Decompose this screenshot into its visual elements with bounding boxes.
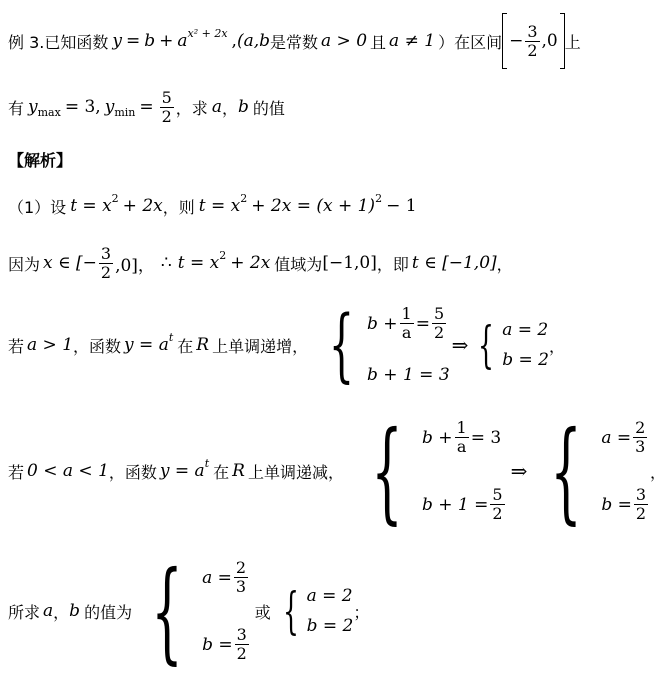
answer-end: ； <box>353 602 370 622</box>
section-title: 【解析】 <box>8 150 73 170</box>
eq-part: a = <box>601 427 632 448</box>
step2-range-label: 值域为 <box>274 254 323 274</box>
fraction-den: 2 <box>635 504 647 523</box>
left-brace: { <box>151 547 183 675</box>
system-row <box>601 419 650 456</box>
answer-pre: 所求 <box>8 602 41 622</box>
fraction-den: 2 <box>236 644 247 663</box>
fraction-den: 2 <box>161 106 172 126</box>
system-rows <box>502 320 549 370</box>
cond-ne: a ≠ 1 <box>389 31 436 51</box>
case2-system <box>352 407 507 535</box>
fraction-num: 1 <box>401 304 412 323</box>
case2-end: ， <box>650 462 666 482</box>
step1-sq3: 2 <box>375 191 383 205</box>
fraction-den: 2 <box>492 504 503 523</box>
answer-system-1 <box>132 547 251 675</box>
fraction-den: a <box>401 323 412 342</box>
fraction-num: 3 <box>635 485 647 504</box>
step2-sq: 2 <box>219 248 227 262</box>
fraction-den: 3 <box>635 437 646 456</box>
cond-close: ） <box>438 32 455 52</box>
left-brace: { <box>371 407 403 535</box>
func-a: a <box>177 31 188 51</box>
var-a: a <box>43 601 54 621</box>
fraction-num: 3 <box>527 21 538 41</box>
case1-result <box>470 316 549 374</box>
answer <box>8 547 370 675</box>
eq-part: = <box>415 313 430 334</box>
case2-sup: t <box>204 456 210 470</box>
answer-mid: 的值为 <box>84 602 133 622</box>
interval-pre: 在区间 <box>454 32 503 52</box>
eq-part: b + 1 = <box>421 494 489 515</box>
step1-t2: t = x <box>198 196 241 216</box>
fraction-den: 2 <box>100 262 112 282</box>
step2-ie: ，即 <box>376 254 409 274</box>
step2-pre: 因为 <box>8 254 41 274</box>
eq-part: b = <box>601 494 632 515</box>
step1-sq: 2 <box>111 191 119 205</box>
fraction-num: 3 <box>236 625 247 644</box>
ymax: y <box>28 97 38 117</box>
case2-func: y = a <box>159 461 205 481</box>
case1-system <box>316 298 450 391</box>
step2-fraction <box>99 245 113 282</box>
system-row <box>422 419 507 456</box>
fraction-num: 5 <box>492 485 503 504</box>
case-2 <box>8 407 666 535</box>
case2-result <box>531 407 650 535</box>
result-b: b = 2 <box>502 350 549 370</box>
equals-sign: = <box>125 31 141 51</box>
fraction <box>634 486 648 523</box>
system-rows <box>202 559 251 663</box>
step-1 <box>8 192 417 220</box>
fraction <box>235 626 249 663</box>
line2-fraction <box>160 89 174 126</box>
fraction-den: 2 <box>433 323 445 342</box>
section-heading <box>8 146 72 172</box>
fraction-den: a <box>456 437 467 456</box>
eq2: = <box>139 97 154 117</box>
eq-part: b = <box>202 634 233 655</box>
system-row <box>367 365 450 385</box>
step1-tail: − 1 <box>386 196 417 216</box>
sep: ， <box>53 602 70 622</box>
fraction <box>432 305 446 342</box>
system-rows <box>422 419 507 523</box>
eq-part: b + <box>421 427 453 448</box>
func-b: b <box>144 31 156 51</box>
case1-on: 在 <box>177 336 194 356</box>
case1-pre: 若 <box>8 336 25 356</box>
var-a: a <box>211 97 222 117</box>
interval-post: 上 <box>564 32 581 52</box>
result-a: a = 2 <box>502 320 549 340</box>
system-rows <box>307 586 354 636</box>
step2-range: [−1,0] <box>322 253 377 273</box>
interval-end: ,0 <box>541 31 558 51</box>
left-brace: { <box>478 316 495 374</box>
left-brace: { <box>550 407 583 535</box>
step2-t2: t ∈ [−1,0] <box>411 253 497 273</box>
case2-pre: 若 <box>8 462 25 482</box>
case1-cond: a > 1 <box>27 335 74 355</box>
line2-post2: 的值 <box>252 98 285 118</box>
system-row <box>202 559 251 596</box>
case1-mono: 上单调递增， <box>212 336 309 356</box>
answer-or: 或 <box>254 602 271 622</box>
step2-t: t = x <box>177 253 220 273</box>
therefore-symbol: ∴ <box>160 253 172 273</box>
eq-part: b + 1 = 3 <box>367 365 450 385</box>
step1-plus: + 2x <box>122 196 163 216</box>
step1-label: （1）设 <box>8 197 67 217</box>
fraction-den: 2 <box>527 40 538 60</box>
implies-arrow: ⇒ <box>451 333 469 357</box>
eq1: = 3, <box>64 97 101 117</box>
case-1 <box>8 300 565 390</box>
step2-mid: ,0]， <box>115 255 155 276</box>
fraction-num: 1 <box>456 418 467 437</box>
step2-plus: + 2x <box>230 253 271 273</box>
result-b: b = 2 <box>306 616 354 636</box>
step1-then: ，则 <box>162 197 195 217</box>
cond-ab: (a,b <box>236 31 270 51</box>
case1-R: R <box>196 335 210 355</box>
step1-sq2: 2 <box>240 191 248 205</box>
ymin: y <box>104 97 115 117</box>
step-2 <box>8 234 513 292</box>
case2-R: R <box>232 461 245 481</box>
eq-part: b + <box>367 313 398 334</box>
system-rows <box>601 419 650 523</box>
case2-mid: ，函数 <box>108 462 157 482</box>
fraction-num: 5 <box>433 304 445 323</box>
system-row <box>367 305 450 342</box>
case1-end: ， <box>548 336 565 356</box>
fraction-num: 3 <box>100 243 112 263</box>
interval-fraction <box>525 23 539 60</box>
cond-a: a > 0 <box>321 31 368 51</box>
exponent: x² + 2x <box>187 26 228 40</box>
fraction-den: 3 <box>235 577 247 596</box>
step1-t1: t = x <box>70 196 112 216</box>
result-a: a = 2 <box>306 586 353 606</box>
fraction <box>633 419 647 456</box>
step1-mid: + 2x = (x + 1) <box>251 196 376 216</box>
system-row <box>422 486 507 523</box>
problem-line-1 <box>8 12 581 70</box>
fraction <box>490 486 504 523</box>
fraction <box>400 305 414 342</box>
var-b: b <box>69 601 81 621</box>
left-brace: { <box>328 298 355 391</box>
implies-arrow: ⇒ <box>510 459 528 483</box>
comma: , <box>231 31 237 51</box>
case1-func: y = a <box>124 335 169 355</box>
line2-pre: 有 <box>8 98 25 118</box>
cond-const: 是常数 <box>270 32 319 52</box>
system-rows <box>367 305 450 385</box>
eq-part: a = <box>202 567 232 588</box>
eq-part: = 3 <box>470 427 502 448</box>
left-bracket <box>502 13 507 69</box>
cond-and: 且 <box>370 32 387 52</box>
left-brace: { <box>282 582 299 640</box>
var-b: b <box>237 97 249 117</box>
fraction <box>455 419 469 456</box>
fraction-num: 2 <box>635 418 646 437</box>
func-lhs: y <box>112 31 122 51</box>
sep: ， <box>221 98 238 118</box>
system-row <box>601 486 650 523</box>
case2-on: 在 <box>213 462 230 482</box>
example-label: 例 3.已知函数 <box>8 32 109 52</box>
ymin-sub: min <box>114 105 136 119</box>
problem-line-2 <box>8 78 285 136</box>
system-row <box>202 626 251 663</box>
case1-mid: ，函数 <box>73 336 122 356</box>
fraction-num: 5 <box>161 87 172 107</box>
fraction-num: 2 <box>235 558 247 577</box>
answer-system-2 <box>275 582 354 640</box>
step2-x: x ∈ [− <box>43 253 97 273</box>
line2-post: ，求 <box>175 98 208 118</box>
fraction <box>234 559 248 596</box>
ymax-sub: max <box>37 105 61 119</box>
case2-mono: 上单调递减， <box>247 462 344 482</box>
step2-end: ， <box>496 254 513 274</box>
case1-sup: t <box>168 330 174 344</box>
interval-neg: − <box>509 31 524 51</box>
plus-sign: + <box>159 31 174 51</box>
case2-cond: 0 < a < 1 <box>27 461 109 481</box>
